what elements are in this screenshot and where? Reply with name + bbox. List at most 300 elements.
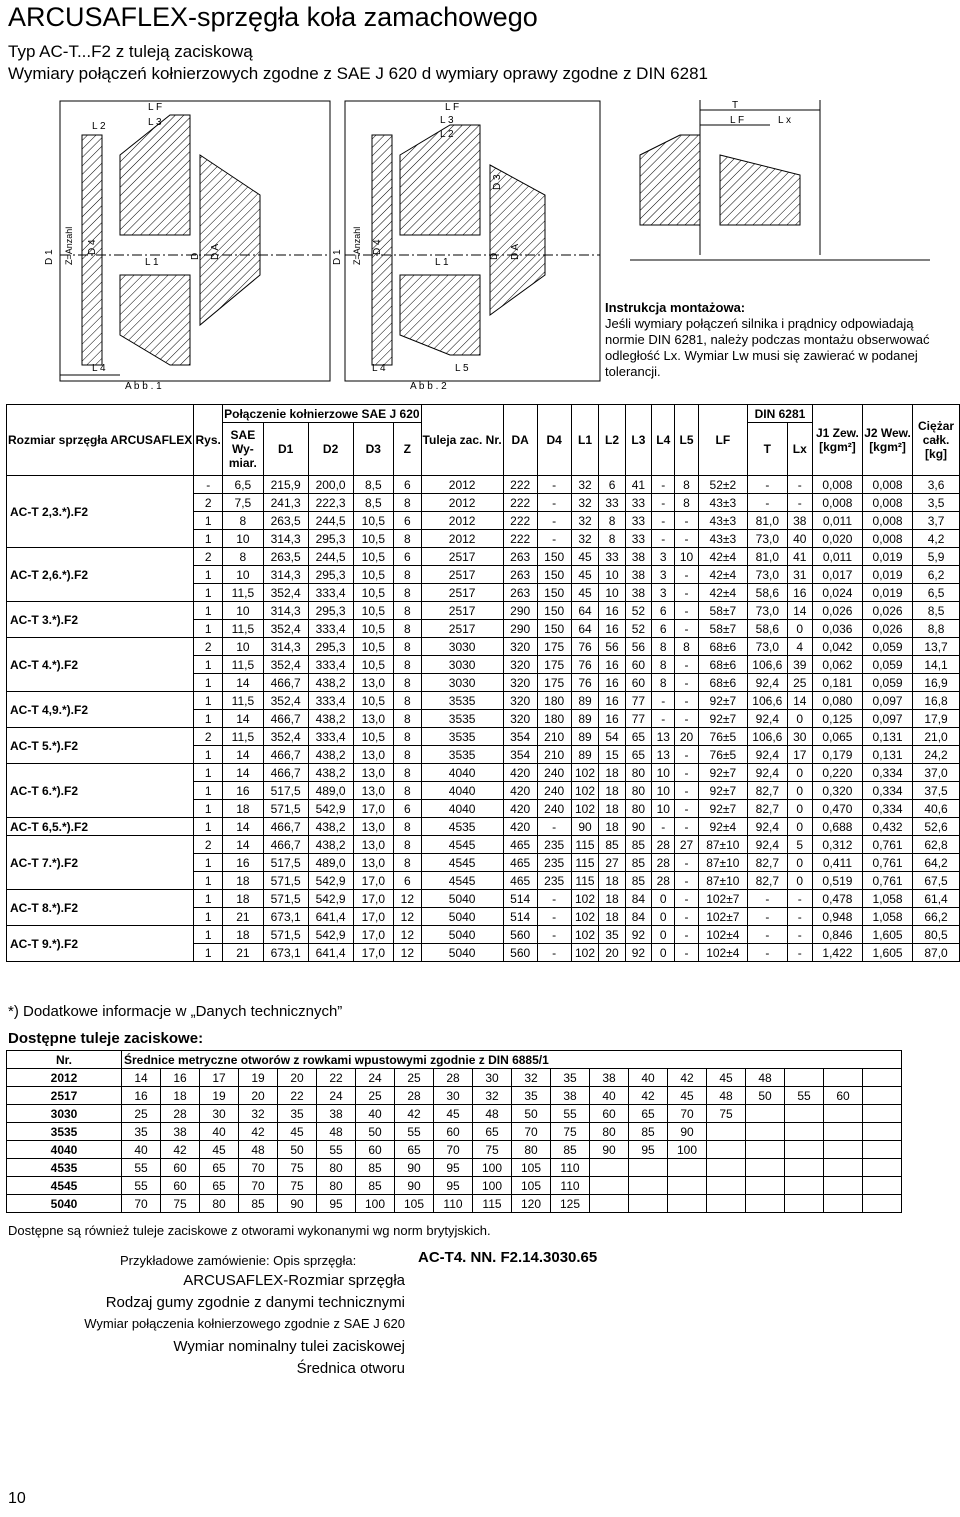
table-cell: 11,5 <box>223 728 264 746</box>
table-cell: 8 <box>394 782 421 800</box>
table-cell: - <box>748 944 788 962</box>
table-cell: 3 <box>652 548 675 566</box>
table-cell: 4040 <box>421 782 503 800</box>
table-cell: 33 <box>625 512 651 530</box>
bushing-diameter: 70 <box>239 1159 278 1177</box>
bushing-diameter: 70 <box>239 1177 278 1195</box>
table-cell: 10 <box>599 584 625 602</box>
table-cell: - <box>675 926 698 944</box>
table-cell: 0,179 <box>812 746 862 764</box>
table-cell: 314,3 <box>263 602 308 620</box>
table-cell: 3,5 <box>913 494 960 512</box>
bushing-diameter: 55 <box>317 1141 356 1159</box>
bushing-diameter: 105 <box>512 1159 551 1177</box>
bushing-diameter: 14 <box>122 1069 161 1087</box>
table-cell: 38 <box>787 512 812 530</box>
bushings-title: Dostępne tuleje zaciskowe: <box>8 1030 204 1047</box>
table-cell: 6,5 <box>913 584 960 602</box>
table-cell: 92 <box>625 944 651 962</box>
table-cell: 2 <box>194 638 223 656</box>
bushing-nr: 2517 <box>7 1087 122 1105</box>
bushing-diameter: 90 <box>590 1141 629 1159</box>
table-cell: 89 <box>571 728 599 746</box>
table-cell: 85 <box>625 854 651 872</box>
bushing-nr: 4545 <box>7 1177 122 1195</box>
table-cell: 45 <box>571 566 599 584</box>
bushing-diameter: 45 <box>434 1105 473 1123</box>
bushing-diameter: 48 <box>473 1105 512 1123</box>
label-z-2: Z=Anzahl <box>352 226 362 265</box>
table-cell: 4040 <box>421 800 503 818</box>
table-cell: 13 <box>652 728 675 746</box>
table-cell: 1 <box>194 710 223 728</box>
table-cell: 571,5 <box>263 926 308 944</box>
table-cell: 1,605 <box>862 944 912 962</box>
table-cell: 14 <box>223 674 264 692</box>
col-din: DIN 6281 <box>748 405 813 423</box>
table-cell: 13,0 <box>353 818 394 836</box>
table-cell: 1,058 <box>862 890 912 908</box>
table-cell: 466,7 <box>263 764 308 782</box>
bushing-diameter <box>863 1177 902 1195</box>
bushing-diameter <box>863 1087 902 1105</box>
table-cell: 11,5 <box>223 692 264 710</box>
table-cell: 8 <box>394 836 421 854</box>
bushing-diameter: 75 <box>473 1141 512 1159</box>
bushing-diameter: 85 <box>551 1141 590 1159</box>
table-cell: 8 <box>394 764 421 782</box>
table-cell: 14,1 <box>913 656 960 674</box>
table-cell: - <box>675 710 698 728</box>
table-cell: 0,181 <box>812 674 862 692</box>
table-cell: 102±4 <box>698 944 747 962</box>
bushing-diameter <box>824 1177 863 1195</box>
table-cell: 1 <box>194 854 223 872</box>
table-cell: 92,4 <box>748 818 788 836</box>
table-cell: 465 <box>503 872 537 890</box>
bushing-diameter <box>863 1159 902 1177</box>
table-cell: 65 <box>625 746 651 764</box>
table-cell: 465 <box>503 854 537 872</box>
size-cell: AC-T 4.*).F2 <box>7 638 194 692</box>
col-d2: D2 <box>308 423 353 476</box>
table-cell: - <box>652 512 675 530</box>
table-cell: 352,4 <box>263 692 308 710</box>
table-cell: 64 <box>571 602 599 620</box>
table-cell: 56 <box>625 638 651 656</box>
table-cell: 2 <box>194 728 223 746</box>
table-cell: 73,0 <box>748 602 788 620</box>
table-cell: 89 <box>571 746 599 764</box>
table-cell: 0,008 <box>812 494 862 512</box>
table-cell: 5040 <box>421 926 503 944</box>
bushing-diameter <box>785 1105 824 1123</box>
bushing-diameter: 75 <box>551 1123 590 1141</box>
table-cell: 43±3 <box>698 512 747 530</box>
table-cell: 92±7 <box>698 782 747 800</box>
table-cell: 92,4 <box>748 764 788 782</box>
table-cell: 320 <box>503 692 537 710</box>
table-cell: 438,2 <box>308 836 353 854</box>
table-cell: 42±4 <box>698 584 747 602</box>
bushing-diameter: 19 <box>239 1069 278 1087</box>
bushing-row <box>7 1177 902 1195</box>
table-cell: 8,5 <box>353 476 394 494</box>
table-cell: 2517 <box>421 566 503 584</box>
table-cell: 5,9 <box>913 548 960 566</box>
label-lf-2: L F <box>445 102 460 113</box>
label-t: T <box>732 100 739 111</box>
col-t: T <box>748 423 788 476</box>
bushing-diameter: 16 <box>161 1069 200 1087</box>
table-cell: 8 <box>675 494 698 512</box>
table-row <box>7 926 960 944</box>
table-cell: 5 <box>787 836 812 854</box>
table-cell: 82,7 <box>748 800 788 818</box>
table-cell: 80 <box>625 764 651 782</box>
table-cell: - <box>748 476 788 494</box>
table-cell: 64,2 <box>913 854 960 872</box>
bushing-diameter <box>863 1195 902 1213</box>
bushing-diameter: 80 <box>317 1177 356 1195</box>
bushing-diameter: 32 <box>239 1105 278 1123</box>
bushing-diameter: 55 <box>122 1177 161 1195</box>
order-line: Wymiar połączenia kołnierzowego zgodnie z SAE J 620 <box>84 1316 405 1331</box>
table-cell: - <box>787 944 812 962</box>
table-cell: 32 <box>571 494 599 512</box>
order-line: Wymiar nominalny tulei zaciskowej <box>173 1338 405 1355</box>
table-cell: - <box>787 890 812 908</box>
table-cell: - <box>537 908 571 926</box>
table-cell: 52 <box>625 620 651 638</box>
table-cell: 58±7 <box>698 620 747 638</box>
table-cell: 0 <box>787 764 812 782</box>
bushing-diameter: 22 <box>278 1087 317 1105</box>
table-cell: 0,519 <box>812 872 862 890</box>
table-cell: 465 <box>503 836 537 854</box>
table-cell: 17,0 <box>353 890 394 908</box>
table-cell: 11,5 <box>223 620 264 638</box>
bushing-diameter: 55 <box>551 1105 590 1123</box>
bushings-table <box>6 1050 902 1213</box>
bushing-diameter: 105 <box>395 1195 434 1213</box>
table-cell: 0,334 <box>862 764 912 782</box>
table-cell: 1 <box>194 584 223 602</box>
table-cell: 17,0 <box>353 944 394 962</box>
table-cell: 0 <box>787 800 812 818</box>
table-cell: - <box>787 908 812 926</box>
bushing-diameter <box>785 1177 824 1195</box>
table-cell: 4535 <box>421 818 503 836</box>
table-cell: 1 <box>194 872 223 890</box>
table-cell: 2012 <box>421 494 503 512</box>
table-cell: 8 <box>394 530 421 548</box>
table-cell: 6 <box>394 548 421 566</box>
bushing-nr: 5040 <box>7 1195 122 1213</box>
col-da: DA <box>503 405 537 476</box>
bushing-diameter <box>629 1177 668 1195</box>
table-cell: 16 <box>599 602 625 620</box>
label-abb2: A b b . 2 <box>410 381 447 392</box>
table-cell: 542,9 <box>308 872 353 890</box>
table-cell: 3 <box>652 584 675 602</box>
size-cell: AC-T 3.*).F2 <box>7 602 194 638</box>
bushing-diameter: 20 <box>278 1069 317 1087</box>
table-cell: - <box>675 620 698 638</box>
table-cell: 320 <box>503 710 537 728</box>
order-line: Rodzaj gumy zgodnie z danymi technicznymi <box>105 1294 405 1311</box>
bushing-diameter: 35 <box>512 1087 551 1105</box>
table-cell: 3030 <box>421 674 503 692</box>
table-cell: 352,4 <box>263 620 308 638</box>
bushing-diameter: 45 <box>278 1123 317 1141</box>
bushing-diameter <box>863 1123 902 1141</box>
table-cell: 37,5 <box>913 782 960 800</box>
table-cell: 3535 <box>421 746 503 764</box>
table-cell: 1 <box>194 890 223 908</box>
bushing-diameter: 28 <box>161 1105 200 1123</box>
bushing-diameter: 40 <box>356 1105 395 1123</box>
table-cell: - <box>537 818 571 836</box>
table-cell: 13,0 <box>353 854 394 872</box>
col-l4: L4 <box>652 405 675 476</box>
table-cell: 10,5 <box>353 638 394 656</box>
table-cell: 314,3 <box>263 530 308 548</box>
table-cell: 58±7 <box>698 602 747 620</box>
table-cell: 8 <box>394 638 421 656</box>
table-cell: 35 <box>599 926 625 944</box>
table-cell: 65 <box>625 728 651 746</box>
table-cell: 0,846 <box>812 926 862 944</box>
table-cell: - <box>675 692 698 710</box>
table-cell: 11,5 <box>223 656 264 674</box>
label-l3: L 3 <box>148 117 162 128</box>
table-cell: 8 <box>223 512 264 530</box>
table-cell: 82,7 <box>748 782 788 800</box>
table-cell: 0,065 <box>812 728 862 746</box>
table-cell: 92±7 <box>698 692 747 710</box>
table-cell: 81,0 <box>748 548 788 566</box>
label-da-2: D A <box>510 243 521 260</box>
table-cell: 85 <box>625 872 651 890</box>
bushing-diameter: 95 <box>434 1177 473 1195</box>
bushing-diameter <box>785 1123 824 1141</box>
bushing-diameter <box>746 1195 785 1213</box>
table-cell: 420 <box>503 800 537 818</box>
table-cell: 87±10 <box>698 836 747 854</box>
bushing-diameter <box>863 1069 902 1087</box>
bushing-diameter: 40 <box>200 1123 239 1141</box>
table-cell: 18 <box>599 908 625 926</box>
table-cell: 0,011 <box>812 512 862 530</box>
bushing-diameter: 100 <box>473 1159 512 1177</box>
table-cell: 0,017 <box>812 566 862 584</box>
col-size: Rozmiar sprzęgła ARCUSAFLEX <box>7 405 194 476</box>
table-cell: 0,411 <box>812 854 862 872</box>
table-cell: 8 <box>394 710 421 728</box>
table-cell: 3535 <box>421 710 503 728</box>
table-cell: 517,5 <box>263 782 308 800</box>
table-cell: 8 <box>394 746 421 764</box>
bushing-diameter: 32 <box>512 1069 551 1087</box>
table-row <box>7 818 960 836</box>
table-cell: 0 <box>787 818 812 836</box>
table-cell: 235 <box>537 872 571 890</box>
table-cell: 102 <box>571 800 599 818</box>
table-cell: 10,5 <box>353 566 394 584</box>
table-cell: 10,5 <box>353 584 394 602</box>
table-cell: 102 <box>571 926 599 944</box>
table-cell: 13 <box>652 746 675 764</box>
table-cell: 18 <box>223 890 264 908</box>
table-cell: 0,097 <box>862 710 912 728</box>
col-rys: Rys. <box>194 405 223 476</box>
bushing-diameter <box>824 1105 863 1123</box>
bushing-diameter: 48 <box>746 1069 785 1087</box>
table-cell: 314,3 <box>263 566 308 584</box>
table-cell: 13,0 <box>353 746 394 764</box>
table-cell: 10 <box>652 782 675 800</box>
col-lx: Lx <box>787 423 812 476</box>
bushing-diameter: 95 <box>629 1141 668 1159</box>
table-cell: 8 <box>394 674 421 692</box>
instructions-heading: Instrukcja montażowa: <box>605 300 746 315</box>
table-cell: 222 <box>503 476 537 494</box>
table-cell: 8 <box>394 620 421 638</box>
table-cell: 240 <box>537 764 571 782</box>
table-cell: 13,0 <box>353 836 394 854</box>
bushing-diameter <box>824 1159 863 1177</box>
bushing-diameter: 90 <box>278 1195 317 1213</box>
table-cell: - <box>675 764 698 782</box>
table-cell: 76 <box>571 674 599 692</box>
col-d4: D4 <box>537 405 571 476</box>
table-cell: 6 <box>394 800 421 818</box>
table-cell: 175 <box>537 674 571 692</box>
bushing-diameter: 35 <box>122 1123 161 1141</box>
table-cell: 420 <box>503 818 537 836</box>
table-cell: 0,026 <box>812 602 862 620</box>
table-cell: 81,0 <box>748 512 788 530</box>
table-cell: 80 <box>625 800 651 818</box>
table-cell: 240 <box>537 782 571 800</box>
table-cell: 76 <box>571 638 599 656</box>
table-cell: 13,0 <box>353 674 394 692</box>
table-cell: 90 <box>625 818 651 836</box>
bushing-diameter: 50 <box>356 1123 395 1141</box>
table-cell: 32 <box>571 530 599 548</box>
table-cell: 0,761 <box>862 836 912 854</box>
table-cell: 10 <box>652 800 675 818</box>
bushing-diameter: 35 <box>551 1069 590 1087</box>
bushing-diameter: 50 <box>746 1087 785 1105</box>
table-cell: - <box>675 746 698 764</box>
table-cell: 466,7 <box>263 674 308 692</box>
table-cell: 80 <box>625 782 651 800</box>
table-cell: 263,5 <box>263 548 308 566</box>
table-cell: 673,1 <box>263 944 308 962</box>
table-cell: 466,7 <box>263 710 308 728</box>
label-d1-2: D 1 <box>332 249 343 265</box>
table-cell: 514 <box>503 890 537 908</box>
col-l1: L1 <box>571 405 599 476</box>
table-cell: 41 <box>625 476 651 494</box>
bushing-diameter: 75 <box>161 1195 200 1213</box>
table-cell: 0,059 <box>862 674 912 692</box>
bushing-diameter: 40 <box>122 1141 161 1159</box>
table-cell: 0,008 <box>862 476 912 494</box>
bushing-diameter: 85 <box>629 1123 668 1141</box>
bushing-diameter: 80 <box>512 1141 551 1159</box>
table-cell: 66,2 <box>913 908 960 926</box>
table-cell: 80,5 <box>913 926 960 944</box>
table-cell: 1 <box>194 764 223 782</box>
bushing-diameter: 42 <box>395 1105 434 1123</box>
table-cell: 10 <box>223 638 264 656</box>
table-cell: 295,3 <box>308 566 353 584</box>
table-cell: - <box>675 656 698 674</box>
label-l3-2: L 3 <box>440 115 454 126</box>
table-cell: - <box>675 800 698 818</box>
col-d3: D3 <box>353 423 394 476</box>
table-cell: 33 <box>625 530 651 548</box>
table-cell: 1 <box>194 908 223 926</box>
british-bushings-note: Dostępne są również tuleje zaciskowe z otworami wykonanymi wg norm brytyjskich. <box>8 1223 491 1238</box>
table-cell: 92 <box>625 926 651 944</box>
table-cell: 0,432 <box>862 818 912 836</box>
table-cell: 8 <box>675 476 698 494</box>
table-cell: 8 <box>394 728 421 746</box>
table-cell: 0,036 <box>812 620 862 638</box>
bushing-diameter: 38 <box>551 1087 590 1105</box>
table-cell: 352,4 <box>263 656 308 674</box>
table-cell: 0,019 <box>862 566 912 584</box>
size-cell: AC-T 9.*).F2 <box>7 926 194 962</box>
table-cell: 24,2 <box>913 746 960 764</box>
table-cell: - <box>652 530 675 548</box>
dimensions-table-body <box>7 476 960 962</box>
bushing-diameter <box>707 1123 746 1141</box>
table-cell: 1 <box>194 566 223 584</box>
instructions-text: Jeśli wymiary połączeń silnika i prądnicy odpowiadają normie DIN 6281, należy podczas montażu obserwować odległość Lx. Wymiar Lw musi się zawierać w podanej tolerancji. <box>605 316 930 379</box>
table-cell: 0 <box>652 944 675 962</box>
table-cell: 20 <box>599 944 625 962</box>
table-cell: 8 <box>394 656 421 674</box>
table-cell: - <box>194 476 223 494</box>
bushing-diameter: 38 <box>161 1123 200 1141</box>
table-cell: 7,5 <box>223 494 264 512</box>
table-cell: 32 <box>571 512 599 530</box>
col-lf: LF <box>698 405 747 476</box>
table-cell: 37,0 <box>913 764 960 782</box>
table-cell: - <box>537 476 571 494</box>
table-cell: 52±2 <box>698 476 747 494</box>
table-cell: 106,6 <box>748 656 788 674</box>
table-cell: - <box>675 602 698 620</box>
table-cell: 4545 <box>421 854 503 872</box>
table-cell: 17,0 <box>353 926 394 944</box>
table-cell: 28 <box>652 836 675 854</box>
bushing-diameter: 50 <box>278 1141 317 1159</box>
table-cell: 18 <box>223 800 264 818</box>
bushing-diameter: 100 <box>668 1141 707 1159</box>
table-cell: 60 <box>625 656 651 674</box>
table-cell: 175 <box>537 638 571 656</box>
bushing-diameter: 22 <box>317 1069 356 1087</box>
bushing-diameter: 19 <box>200 1087 239 1105</box>
table-cell: 320 <box>503 638 537 656</box>
table-cell: 2012 <box>421 512 503 530</box>
